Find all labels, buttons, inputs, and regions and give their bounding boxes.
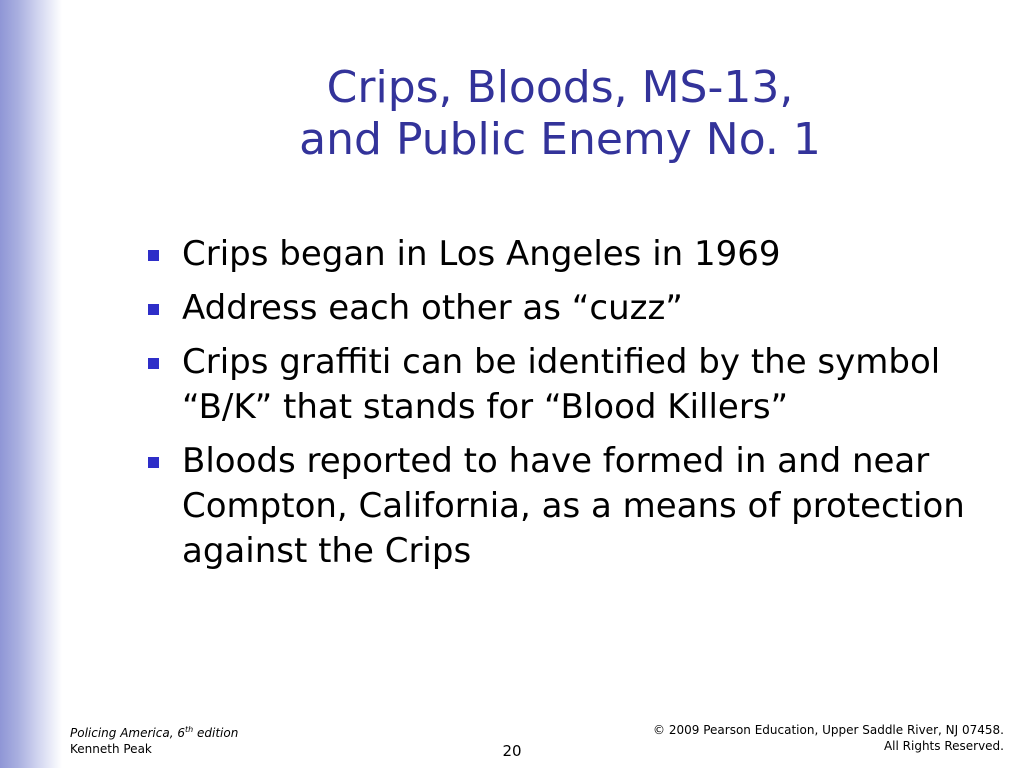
book-title-text: Policing America, 6 [70,726,185,740]
bullet-text-2: Address each other as “cuzz” [182,288,683,328]
side-gradient-band [0,0,62,768]
square-bullet-icon [148,250,159,261]
slide-title-line-2: and Public Enemy No. 1 [299,114,821,165]
square-bullet-icon [148,358,159,369]
bullet-item-4 [142,439,1002,574]
page-number: 20 [502,742,522,760]
bullet-list [142,232,1002,583]
bullet-item-3 [142,340,1002,430]
footer-author: Kenneth Peak [70,742,152,756]
copyright-line-1: © 2009 Pearson Education, Upper Saddle River, NJ 07458. [653,723,1004,737]
bullet-text-3: Crips graffiti can be identified by the symbol “B/K” that stands for “Blood Killers” [182,342,941,427]
bullet-text-4: Bloods reported to have formed in and near Compton, California, as a means of protection against the Crips [182,441,965,571]
book-edition-text: edition [193,726,239,740]
slide-title-line-1: Crips, Bloods, MS-13, [326,62,794,113]
square-bullet-icon [148,304,159,315]
square-bullet-icon [148,457,159,468]
copyright-line-2: All Rights Reserved. [883,739,1004,753]
slide-title [160,62,960,166]
book-title-superscript: th [184,725,194,734]
bullet-item-2 [142,286,1002,331]
bullet-text-1: Crips began in Los Angeles in 1969 [182,234,781,274]
footer-book-title [70,722,238,741]
bullet-item-1 [142,232,1002,277]
footer-book-info [70,722,238,757]
footer-copyright [653,722,1004,754]
